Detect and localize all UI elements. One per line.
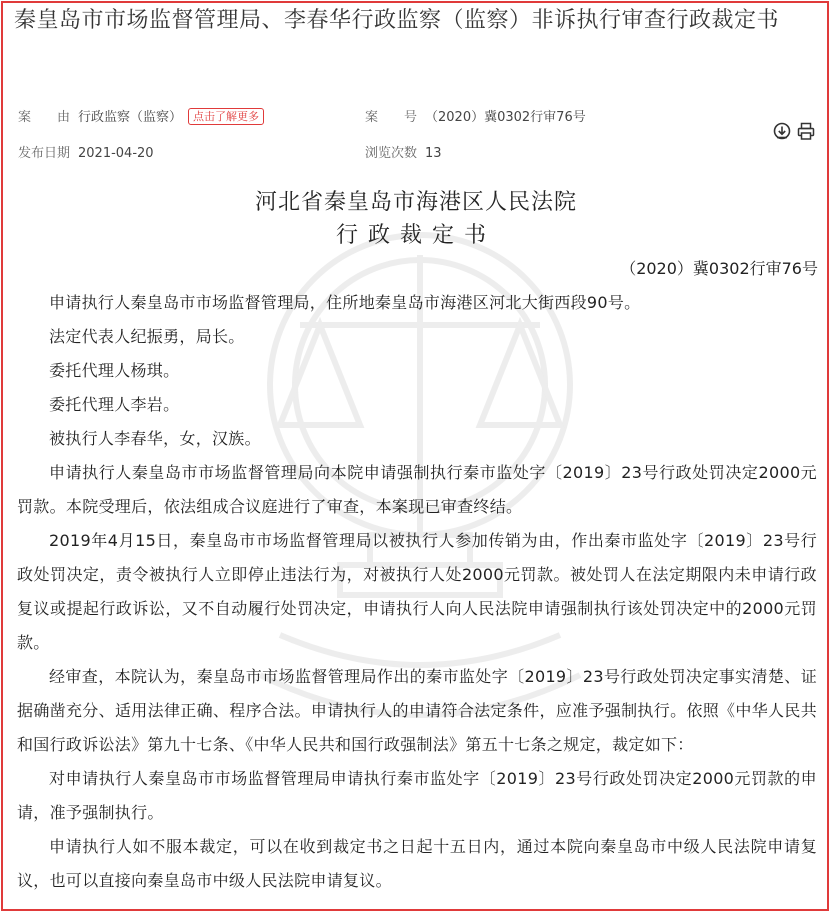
view-count-row	[365, 142, 442, 161]
paragraph: 申请执行人秦皇岛市市场监督管理局向本院申请强制执行秦市监处字〔2019〕23号行政处罚决定2000元罚款。本院受理后，依法组成合议庭进行了审查，本案现已审查终结。	[17, 463, 817, 516]
document-body	[17, 286, 817, 898]
case-cause-row	[18, 106, 264, 125]
publish-date-label: 发布日期	[18, 146, 71, 161]
publish-date-row	[18, 142, 154, 161]
download-icon[interactable]	[773, 122, 791, 140]
paragraph: 委托代理人杨琪。	[49, 361, 180, 380]
document-type: 行政裁定书	[335, 223, 496, 248]
paragraph: 委托代理人李岩。	[49, 395, 180, 414]
paragraph: 申请执行人如不服本裁定，可以在收到裁定书之日起十五日内，通过本院向秦皇岛市中级人民法院申请复议，也可以直接向秦皇岛市中级人民法院申请复议。	[17, 837, 817, 890]
view-count-value: 13	[425, 146, 442, 161]
case-number-row	[365, 106, 586, 125]
paragraph: 对申请执行人秦皇岛市市场监督管理局申请执行秦市监处字〔2019〕23号行政处罚决定2000元罚款的申请，准予强制执行。	[17, 769, 817, 822]
print-icon[interactable]	[797, 122, 815, 140]
view-count-label: 浏览次数	[365, 146, 418, 161]
court-name: 河北省秦皇岛市海港区人民法院	[254, 190, 577, 215]
document-case-number: （2020）冀0302行审76号	[620, 259, 818, 278]
case-cause-label: 案 由	[18, 110, 71, 125]
page-title: 秦皇岛市市场监督管理局、李春华行政监察（监察）非诉执行审查行政裁定书	[14, 8, 780, 33]
learn-more-tag[interactable]: 点击了解更多	[188, 108, 264, 125]
case-number-value: （2020）冀0302行审76号	[425, 110, 586, 125]
case-number-label: 案 号	[365, 110, 418, 125]
paragraph: 法定代表人纪振勇，局长。	[49, 327, 245, 346]
case-cause-value: 行政监察（监察）	[78, 110, 183, 125]
publish-date-value: 2021-04-20	[78, 146, 154, 161]
paragraph: 被执行人李春华，女，汉族。	[49, 429, 261, 448]
paragraph: 经审查，本院认为，秦皇岛市市场监督管理局作出的秦市监处字〔2019〕23号行政处罚决定事实清楚、证据确凿充分、适用法律正确、程序合法。申请执行人的申请符合法定条件，应准予强制执行。依照《中华人民共和国行政诉讼法》第九十七条、《中华人民共和国行政强制法》第五十七条之规定，裁定如下：	[17, 667, 817, 754]
paragraph: 申请执行人秦皇岛市市场监督管理局，住所地秦皇岛市海港区河北大街西段90号。	[49, 293, 641, 312]
paragraph: 2019年4月15日，秦皇岛市市场监督管理局以被执行人参加传销为由，作出秦市监处字〔2019〕23号行政处罚决定，责令被执行人立即停止违法行为，对被执行人处2000元罚款。被处罚人在法定期限内未申请行政复议或提起行政诉讼，又不自动履行处罚决定，申请执行人向人民法院申请强制执行该处罚决定中的2000元罚款。	[17, 531, 817, 652]
